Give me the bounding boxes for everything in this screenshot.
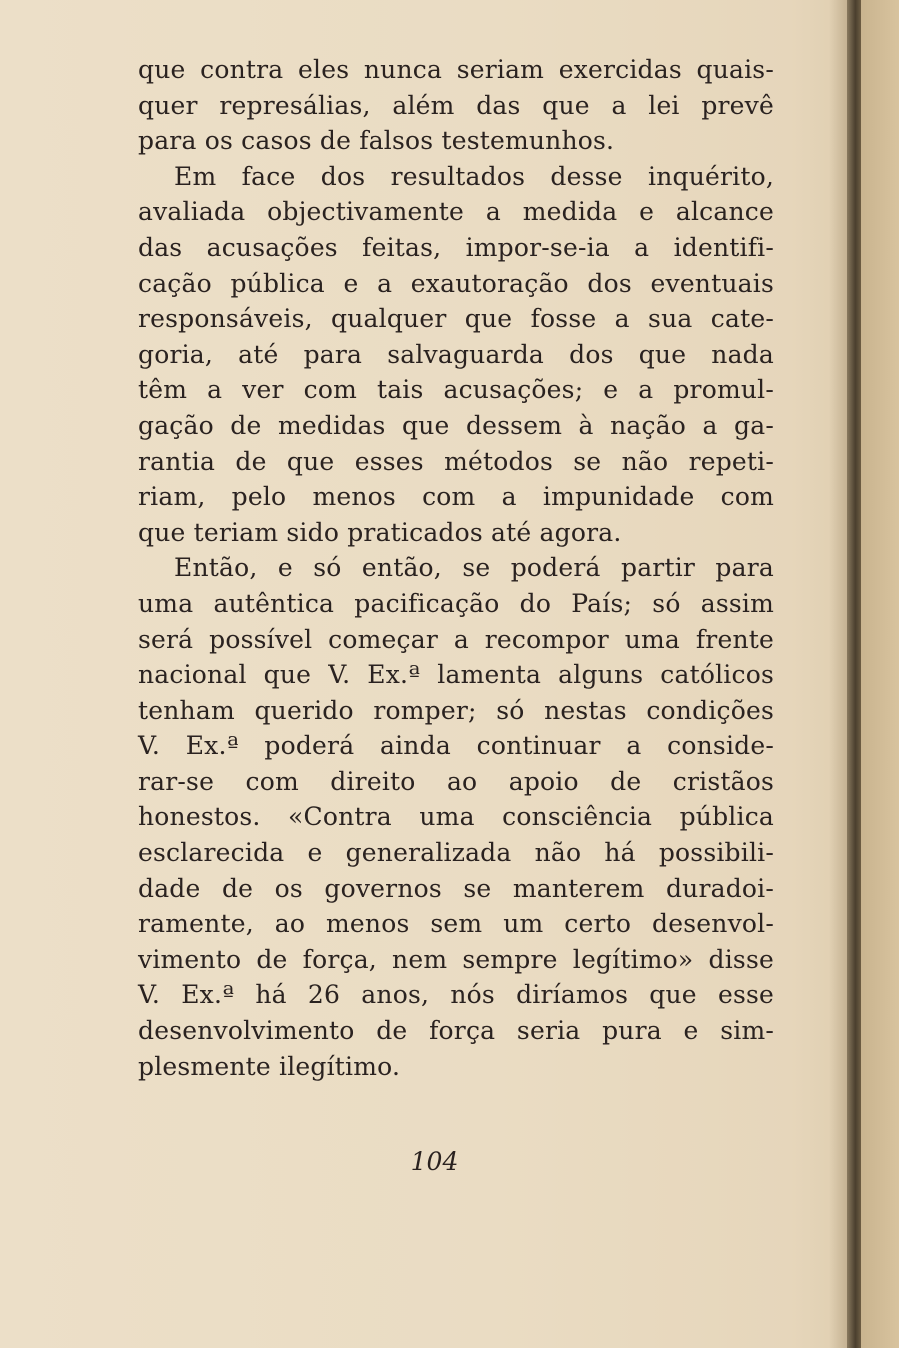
text-line: Então, e só então, se poderá partir para: [174, 553, 774, 583]
paragraph: [138, 159, 774, 551]
text-line: rar-se com direito ao apoio de cristãos: [138, 766, 774, 796]
text-line: gação de medidas que dessem à nação a ga-: [138, 410, 774, 440]
text-line: plesmente ilegítimo.: [138, 1051, 401, 1081]
text-line: tenham querido romper; só nestas condições: [138, 695, 774, 725]
text-line: uma autêntica pacificação do País; só assim: [138, 588, 774, 618]
text-line: que teriam sido praticados até agora.: [138, 517, 622, 547]
spine-shadow: [829, 0, 847, 1348]
text-line: honestos. «Contra uma consciência pública: [138, 802, 774, 832]
text-line: vimento de força, nem sempre legítimo» disse: [138, 944, 774, 974]
text-line: quer represálias, além das que a lei prevê: [138, 90, 774, 120]
text-line: goria, até para salvaguarda dos que nada: [138, 339, 774, 369]
text-line: dade de os governos se manterem duradoi-: [138, 873, 774, 903]
page-number: 104: [410, 1147, 459, 1176]
text-line: desenvolvimento de força seria pura e sim-: [138, 1016, 774, 1046]
text-line: riam, pelo menos com a impunidade com: [138, 482, 774, 512]
book-spine-edge: [847, 0, 861, 1348]
text-line: que contra eles nunca seriam exercidas quais-: [138, 55, 774, 84]
text-line: V. Ex.ª há 26 anos, nós diríamos que esse: [138, 980, 774, 1010]
text-line: para os casos de falsos testemunhos.: [138, 126, 615, 156]
text-line: avaliada objectivamente a medida e alcance: [138, 197, 774, 227]
page-outer-margin: [861, 0, 899, 1348]
text-line: esclarecida e generalizada não há possibili-: [138, 838, 774, 868]
body-text: [138, 52, 774, 1084]
text-line: cação pública e a exautoração dos eventuais: [138, 268, 774, 298]
text-line: têm a ver com tais acusações; e a promul-: [138, 375, 774, 405]
text-line: será possível começar a recompor uma frente: [138, 624, 774, 654]
text-line: Em face dos resultados desse inquérito,: [174, 161, 774, 191]
text-line: das acusações feitas, impor-se-ia a identifi-: [138, 232, 774, 262]
paragraph: [138, 550, 774, 1084]
text-line: nacional que V. Ex.ª lamenta alguns católicos: [138, 660, 774, 690]
text-line: ramente, ao menos sem um certo desenvol-: [138, 909, 774, 939]
text-line: V. Ex.ª poderá ainda continuar a conside-: [138, 731, 774, 761]
paragraph: [138, 52, 774, 159]
text-line: responsáveis, qualquer que fosse a sua cate-: [138, 304, 774, 334]
text-line: rantia de que esses métodos se não repeti-: [138, 446, 774, 476]
